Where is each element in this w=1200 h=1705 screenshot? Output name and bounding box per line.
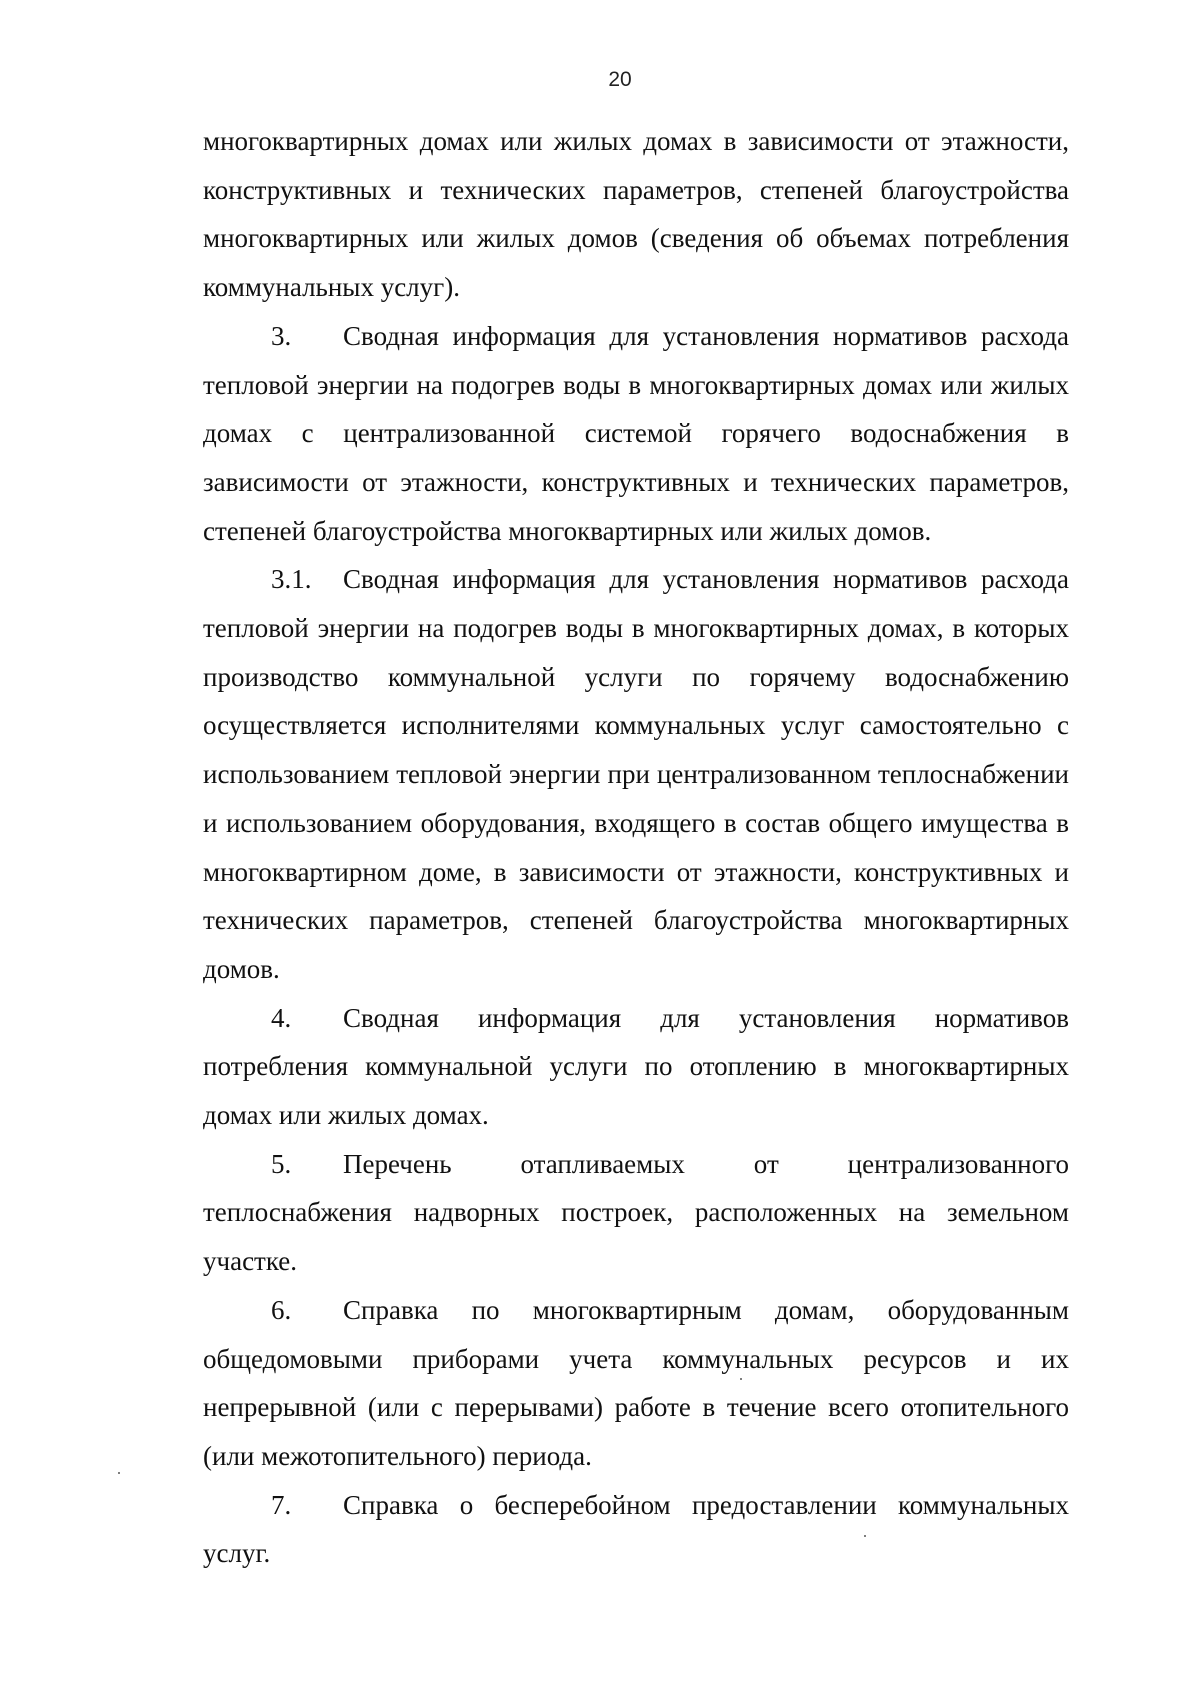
item-text: Сводная информация для установления нормативов расхода тепловой энергии на подогрев воды в многоквартирных домах, в которых производство коммунальной услуги по горячему водоснабжению осуществляется исполнителями коммунальных услуг самостоятельно с использованием тепловой энергии при централизованном теплоснабжении и использованием оборудования, входящего в состав общего имущества в многоквартирном доме, в зависимости от этажности, конструктивных и технических параметров, степеней благоустройства многоквартирных домов. (203, 564, 1069, 984)
item-number: 4. (271, 1002, 292, 1033)
list-item-3-1 (203, 555, 1069, 993)
item-text: Справка по многоквартирным домам, оборудованным общедомовыми приборами учета коммунальных ресурсов и их непрерывной (или с перерывами) работе в течение всего отопительного (или межотопительного) периода. (203, 1294, 1069, 1471)
scan-speck (118, 1472, 120, 1474)
item-text: Сводная информация для установления нормативов потребления коммунальной услуги по отоплению в многоквартирных домах или жилых домах. (203, 1002, 1069, 1131)
list-item-3 (203, 312, 1069, 556)
continuation-paragraph (203, 117, 1069, 312)
item-number: 6. (271, 1294, 292, 1325)
item-text: Перечень отапливаемых от централизованного теплоснабжения надворных построек, расположенных на земельном участке. (203, 1148, 1069, 1277)
item-number: 3.1. (271, 564, 312, 595)
scan-speck (740, 1378, 742, 1380)
list-item-5 (203, 1140, 1069, 1286)
item-number: 7. (271, 1489, 292, 1520)
list-item-4 (203, 994, 1069, 1140)
paragraph-text: многоквартирных домах или жилых домах в зависимости от этажности, конструктивных и технических параметров, степеней благоустройства многоквартирных или жилых домов (сведения об объемах потребления коммунальных услуг). (203, 126, 1069, 303)
document-body (203, 117, 1069, 1578)
page-number: 20 (608, 68, 632, 91)
list-item-6 (203, 1286, 1069, 1481)
item-text: Сводная информация для установления нормативов расхода тепловой энергии на подогрев воды в многоквартирных домах или жилых домах с централизованной системой горячего водоснабжения в зависимости от этажности, конструктивных и технических параметров, степеней благоустройства многоквартирных или жилых домов. (203, 320, 1069, 546)
list-item-7 (203, 1481, 1069, 1578)
item-number: 5. (271, 1148, 292, 1179)
item-number: 3. (271, 320, 292, 351)
scan-speck (864, 1535, 866, 1537)
item-text: Справка о бесперебойном предоставлении коммунальных услуг. (203, 1489, 1069, 1569)
